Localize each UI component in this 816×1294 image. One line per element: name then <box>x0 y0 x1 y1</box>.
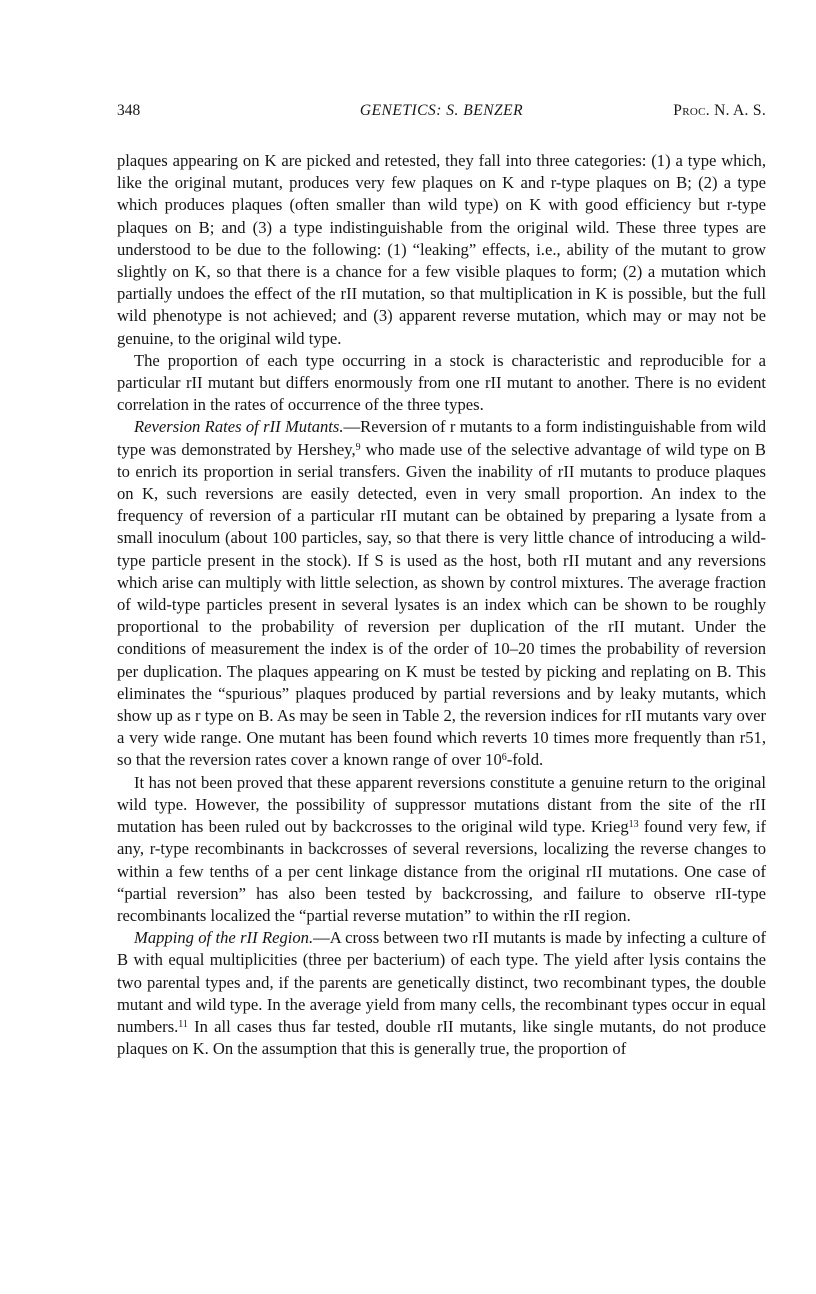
paragraph-text: It has not been proved that these apparent reversions constitute a genuine return to the original wild type. However, the possibility of suppressor mutations distant from the site of the rII mutation has been ruled out by backcrosses to the original wild type. Krieg <box>117 772 766 837</box>
paragraph-text: found very few, if any, r-type recombinants in backcrosses of several reversions, localizing the reverse changes to within a few tenths of a per cent linkage distance from the original rII mutations. One case of “partial reversion” has also been tested by backcrossing, and failure to observe rII-type recombinants localized the “partial reverse mutation” to within the rII region. <box>117 817 767 925</box>
exponent-superscript: 6 <box>501 752 507 764</box>
paragraph-text: In all cases thus far tested, double rII mutants, like single mutants, do not produce plaques on K. On the assumption that this is generally true, the proportion of <box>117 1016 766 1059</box>
reference-superscript: 9 <box>355 441 361 453</box>
article-body <box>117 150 766 1060</box>
paragraph-reversion-rates <box>117 416 766 771</box>
paragraph-text: —A cross between two rII mutants is made by infecting a culture of B with equal multiplicities (three per bacterium) of each type. The yield after lysis contains the two parental types and, if the parents are genetically distinct, two recombinant types, the double mutant and wild type. In the average yield from many cells, the recombinant types occur in equal numbers. <box>117 928 766 1036</box>
paragraph-proportion: The proportion of each type occurring in a stock is characteristic and reproducible for a particular rII mutant but differs enormously from one rII mutant to another. There is no evident correlation in the rates of occurrence of the three types. <box>117 350 766 415</box>
paragraph-text: who made use of the selective advantage of wild type on B to enrich its proportion in serial transfers. Given the inability of rII mutants to produce plaques on K, such reversions are easily detected, even in very small proportion. An index to the frequency of reversion of a particular rII mutant can be obtained by preparing a lysate from a small inoculum (about 100 particles, say, so that there is very little chance of introducing a wild-type particle present in the stock). If S is used as the host, both rII mutant and any reversions which arise can multiply with little selection, as shown by control mixtures. The average fraction of wild-type particles present in several lysates is an index which can be shown to be roughly proportional to the probability of reversion per duplication of the rII mutant. Under the conditions of measurement the index is of the order of 10–20 times the probability of reversion per duplication. The plaques appearing on K must be tested by picking and replating on B. This eliminates the “spurious” plaques produced by partial reversions and by leaky mutants, which show up as r type on B. As may be seen in Table 2, the reversion indices for rII mutants vary over a very wide range. One mutant has been found which reverts 10 times more frequently than r51, so that the reversion rates cover a known range of over 10 <box>117 439 766 770</box>
journal-name: Proc. N. A. S. <box>673 102 766 119</box>
reference-superscript: 13 <box>628 819 639 831</box>
paragraph-text: —Reversion of r mutants to a form indistinguishable from wild type was demonstrated by Hershey, <box>117 417 766 459</box>
section-heading-mapping: Mapping of the rII Region. <box>134 928 314 948</box>
section-heading-reversion-rates: Reversion Rates of rII Mutants. <box>134 417 344 437</box>
reference-superscript: 11 <box>178 1018 188 1030</box>
page-header <box>117 100 766 122</box>
paragraph-text: -fold. <box>506 750 544 770</box>
paragraph-genuine-return <box>117 772 766 927</box>
paragraph-mapping <box>117 927 766 1060</box>
running-title: GENETICS: S. BENZER <box>359 102 524 119</box>
page-number: 348 <box>117 102 141 119</box>
paragraph-continuation: plaques appearing on K are picked and retested, they fall into three categories: (1) a type which, like the original mutant, produces very few plaques on K and r-type plaques on B; (2) a type which produces plaques (often smaller than wild type) on K with good efficiency but r-type plaques on B; and (3) a type indistinguishable from the original wild. These three types are understood to be due to the following: (1) “leaking” effects, i.e., ability of the mutant to grow slightly on K, so that there is a chance for a few visible plaques to form; (2) a mutation which partially undoes the effect of the rII mutation, so that multiplication in K is possible, but the full wild phenotype is not achieved; and (3) apparent reverse mutation, which may or may not be genuine, to the original wild type. <box>117 151 766 348</box>
